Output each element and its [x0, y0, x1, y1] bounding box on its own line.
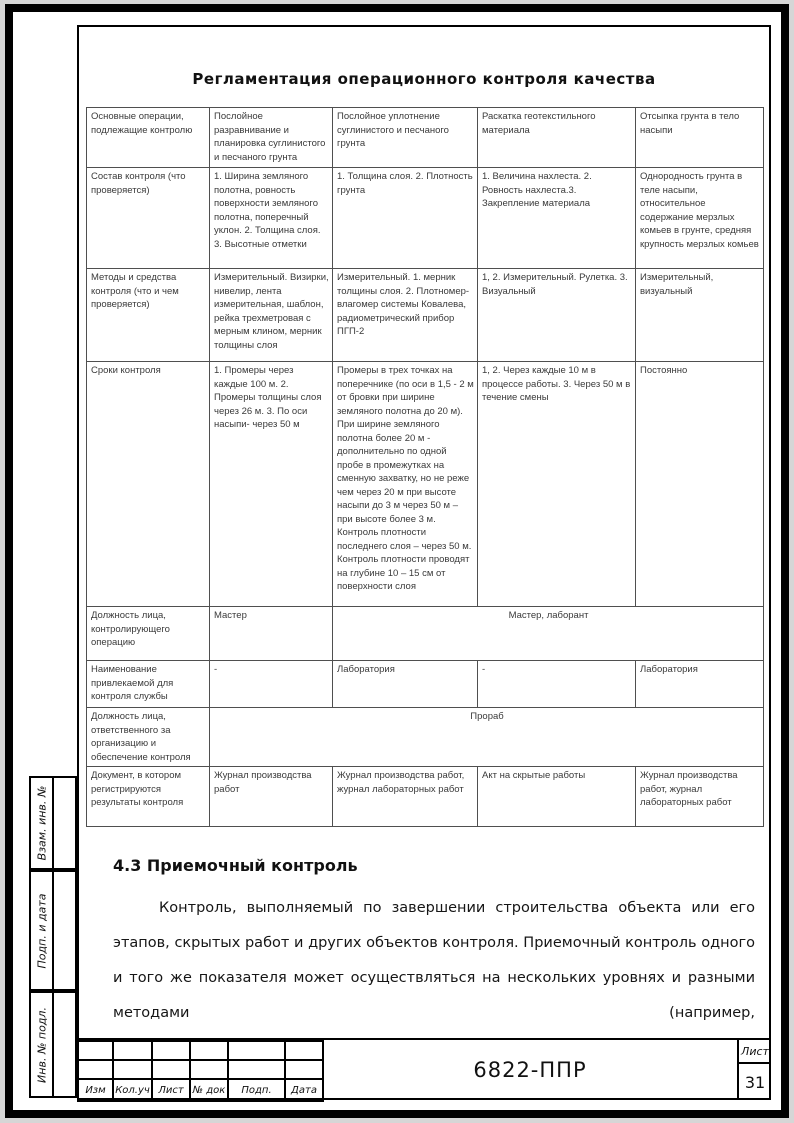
table-cell: Должность лица, ответственного за организацию и обеспечение контроля	[87, 708, 210, 767]
table-cell: Мастер	[210, 607, 333, 661]
table-cell: Журнал производства работ, журнал лабораторных работ	[636, 767, 764, 827]
sidebar-divider	[52, 993, 54, 1096]
revision-cell	[113, 1041, 152, 1060]
table-cell: Постоянно	[636, 362, 764, 607]
revision-cell	[113, 1060, 152, 1079]
sidebar-divider	[52, 778, 54, 868]
table-cell: -	[210, 661, 333, 708]
table-cell: Измерительный. 1. мерник толщины слоя. 2. Плотномер-влагомер системы Ковалева, радиометрический прибор ПГП-2	[333, 269, 478, 362]
table-row	[87, 661, 764, 708]
sidebar-label: Подп. и дата	[35, 893, 48, 968]
table-cell: -	[478, 661, 636, 708]
table-header-cell: Основные операции, подлежащие контролю	[87, 108, 210, 168]
table-cell: Журнал производства работ	[210, 767, 333, 827]
revision-cell	[228, 1060, 285, 1079]
table-cell: Лаборатория	[333, 661, 478, 708]
sheet-label: Лист	[739, 1040, 771, 1064]
table-header-cell: Отсыпка грунта в тело насыпи	[636, 108, 764, 168]
table-header-cell: Послойное разравнивание и планировка суглинистого и песчаного грунта	[210, 108, 333, 168]
revision-label: Дата	[285, 1079, 323, 1101]
table-row	[87, 269, 764, 362]
table-cell: Измерительный, визуальный	[636, 269, 764, 362]
sidebar-box-inv	[29, 991, 77, 1098]
revision-cell	[285, 1060, 323, 1079]
table-cell: Журнал производства работ, журнал лабораторных работ	[333, 767, 478, 827]
table-cell: 1, 2. Через каждые 10 м в процессе работы. 3. Через 50 м в течение смены	[478, 362, 636, 607]
table-cell: Однородность грунта в теле насыпи, относительное содержание мерзлых комьев в грунте, средняя крупность мерзлых комьев	[636, 168, 764, 269]
sidebar-label-column	[31, 778, 52, 868]
sheet-number: 31	[744, 1072, 766, 1092]
sidebar-box-vzam	[29, 776, 77, 870]
table-cell: Акт на скрытые работы	[478, 767, 636, 827]
sidebar-label-column	[31, 993, 52, 1096]
sheet-box	[739, 1040, 771, 1100]
table-row	[87, 708, 764, 767]
quality-control-table	[86, 107, 764, 827]
body-paragraph: Контроль, выполняемый по завершении строительства объекта или его этапов, скрытых работ и других объектов контроля. Приемочный контроль одного и того же показателя может осуществляться на нескольких уровнях и разными методами (например,	[113, 900, 755, 1021]
revision-cell	[152, 1060, 190, 1079]
revision-cell	[152, 1041, 190, 1060]
table-cell: Методы и средства контроля (что и чем проверяется)	[87, 269, 210, 362]
document-title: Регламентация операционного контроля качества	[192, 70, 656, 88]
table-row	[87, 767, 764, 827]
table-cell-merged: Прораб	[210, 708, 764, 767]
revision-label: № док	[190, 1079, 228, 1101]
table-cell: Промеры в трех точках на поперечнике (по оси в 1,5 - 2 м от бровки при ширине земляного полотна до 20 м). При ширине земляного полотна более 20 м - дополнительно по одной пробе в промежутках на сменную захватку, но не реже чем через 20 м при высоте насыпи до 3 м через 50 м – при высоте более 3 м. Контроль плотности последнего слоя – через 50 м. Контроль плотности проводят на глубине 10 – 15 см от поверхности слоя	[333, 362, 478, 607]
sidebar-divider	[52, 872, 54, 989]
title-block-revision-table	[77, 1040, 324, 1102]
document-number: 6822-ППР	[323, 1040, 739, 1100]
title-block	[77, 1038, 771, 1100]
revision-row-empty	[78, 1041, 323, 1060]
table-cell: 1. Промеры через каждые 100 м. 2. Промеры толщины слоя через 26 м. 3. По оси насыпи- через 50 м	[210, 362, 333, 607]
table-cell: 1. Ширина земляного полотна, ровность поверхности земляного полотна, поперечный уклон. 2. Толщина слоя. 3. Высотные отметки	[210, 168, 333, 269]
revision-cell	[228, 1041, 285, 1060]
revision-label: Кол.уч	[113, 1079, 152, 1101]
revision-cell	[285, 1041, 323, 1060]
revision-cell	[78, 1041, 113, 1060]
sidebar-box-podp	[29, 870, 77, 991]
table-header-cell: Послойное уплотнение суглинистого и песчаного грунта	[333, 108, 478, 168]
table-cell: Лаборатория	[636, 661, 764, 708]
revision-label: Подп.	[228, 1079, 285, 1101]
revision-cell	[78, 1060, 113, 1079]
table-cell: Состав контроля (что проверяется)	[87, 168, 210, 269]
table-cell: Наименование привлекаемой для контроля службы	[87, 661, 210, 708]
revision-cell	[190, 1041, 228, 1060]
revision-label: Лист	[152, 1079, 190, 1101]
sidebar-label: Взам. инв. №	[35, 785, 48, 861]
sidebar-label-column	[31, 872, 52, 989]
table-cell: Измерительный. Визирки, нивелир, лента измерительная, шаблон, рейка трехметровая с мерным клином, мерник толщины слоя	[210, 269, 333, 362]
table-row	[87, 168, 764, 269]
revision-label: Изм	[78, 1079, 113, 1101]
table-header-row	[87, 108, 764, 168]
table-cell: 1. Толщина слоя. 2. Плотность грунта	[333, 168, 478, 269]
table-cell: 1. Величина нахлеста. 2. Ровность нахлеста.3. Закрепление материала	[478, 168, 636, 269]
table-cell-merged: Мастер, лаборант	[333, 607, 764, 661]
table-cell: 1, 2. Измерительный. Рулетка. 3. Визуальный	[478, 269, 636, 362]
revision-cell	[190, 1060, 228, 1079]
table-row	[87, 362, 764, 607]
sidebar-label: Инв. № подл.	[35, 1006, 48, 1083]
table-cell: Документ, в котором регистрируются результаты контроля	[87, 767, 210, 827]
table-header-cell: Раскатка геотекстильного материала	[478, 108, 636, 168]
table-cell: Сроки контроля	[87, 362, 210, 607]
revision-row-empty	[78, 1060, 323, 1079]
table-cell: Должность лица, контролирующего операцию	[87, 607, 210, 661]
section-heading: 4.3 Приемочный контроль	[113, 856, 358, 875]
revision-label-row	[78, 1079, 323, 1101]
table-row	[87, 607, 764, 661]
